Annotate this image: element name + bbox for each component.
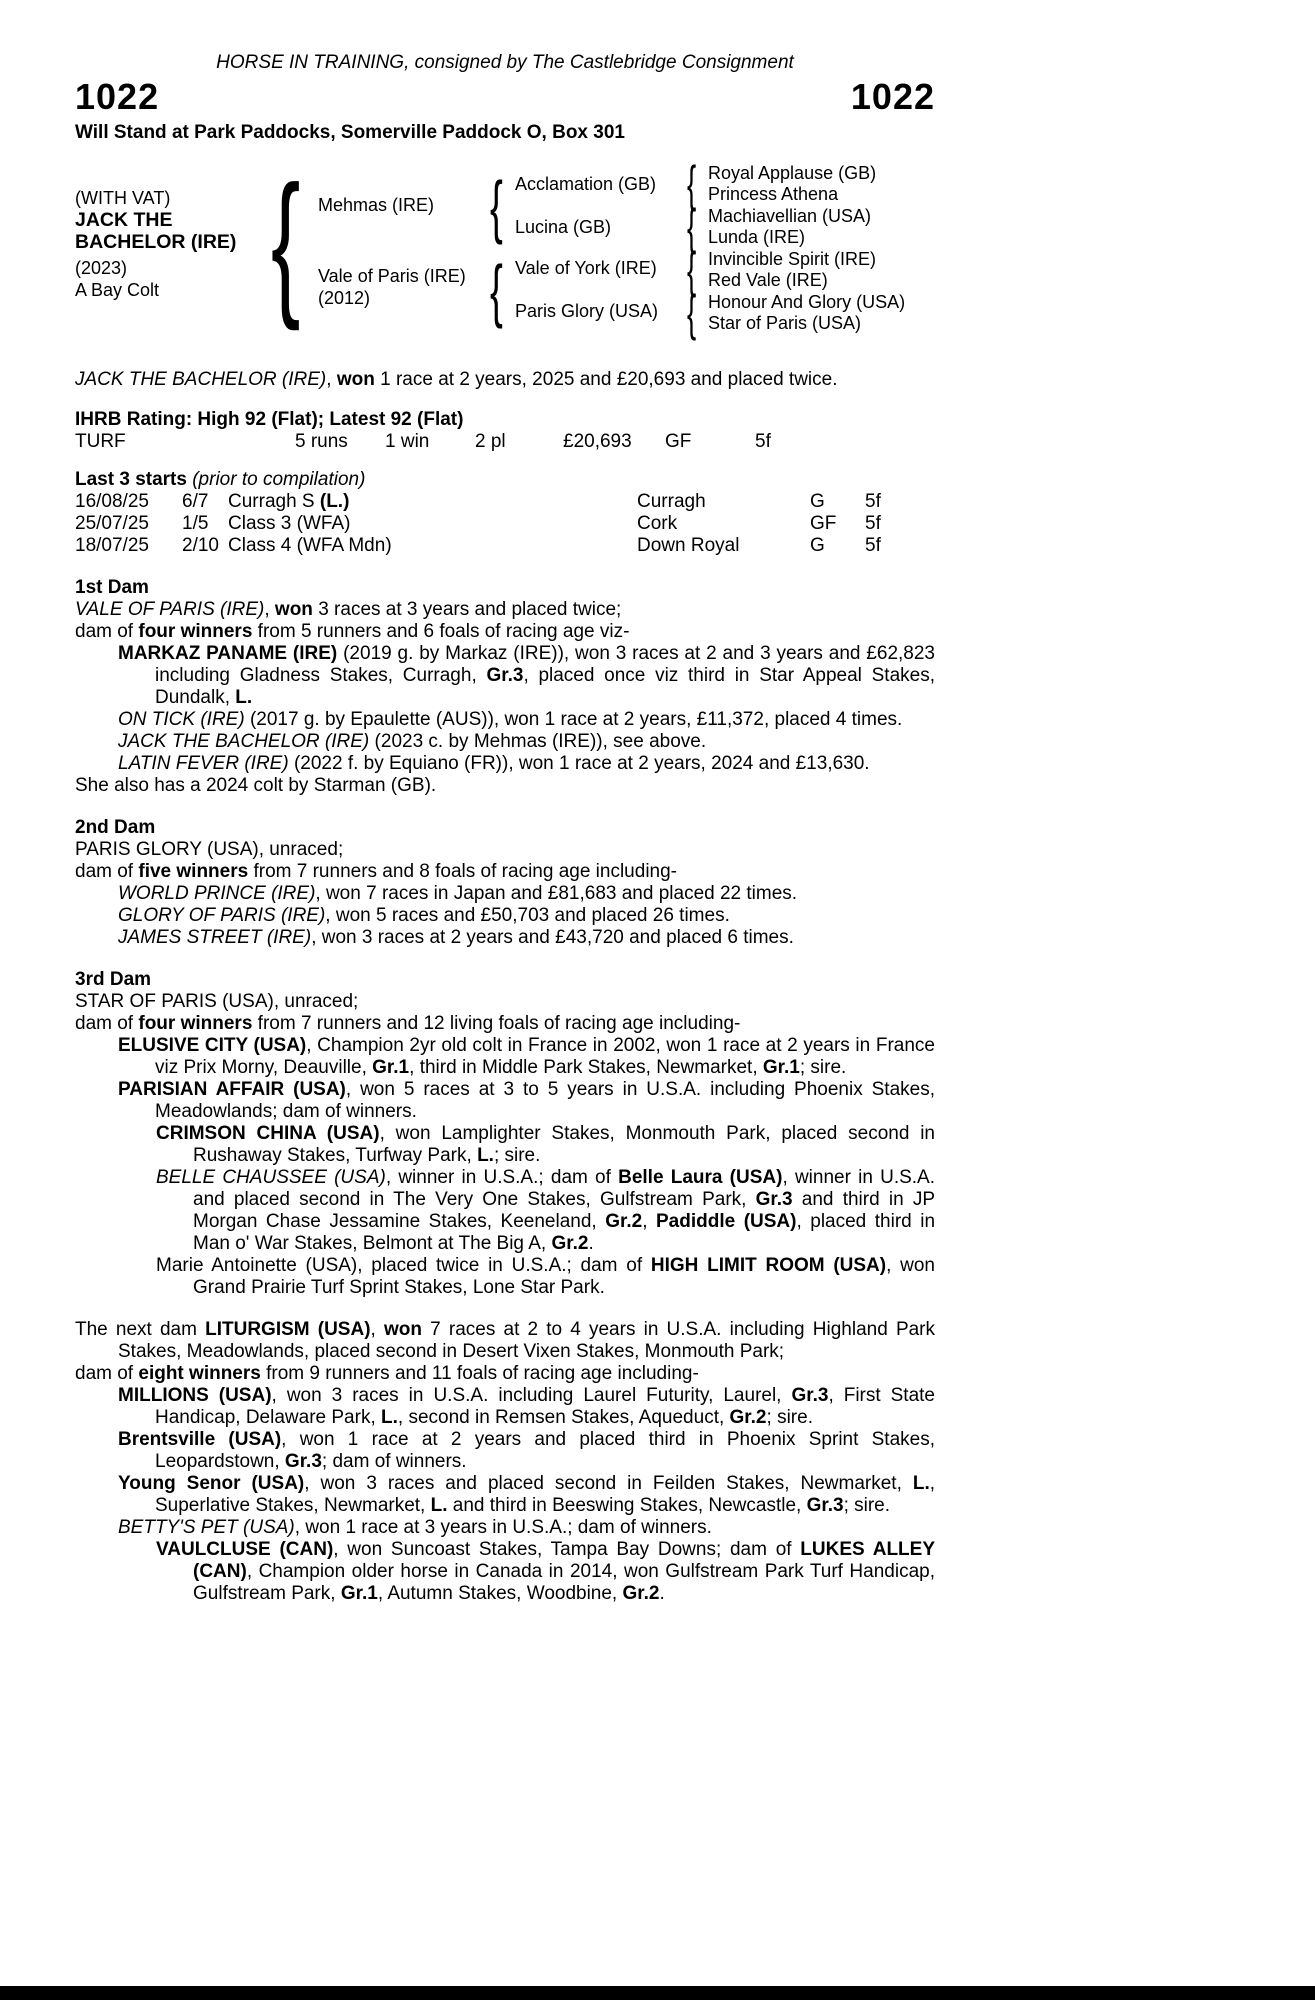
- start-distance: 5f: [865, 535, 881, 556]
- text-segment: Gr.2: [605, 1211, 643, 1232]
- text-segment: VALE OF PARIS (IRE): [75, 599, 265, 620]
- text-segment: STAR OF PARIS (USA), unraced;: [75, 991, 359, 1012]
- text-segment: ,: [642, 1211, 656, 1232]
- stand-location: Will Stand at Park Paddocks, Somerville Paddock O, Box 301: [75, 122, 625, 143]
- paragraph: [75, 1167, 935, 1255]
- paragraph: [75, 839, 935, 861]
- text-segment: five winners: [138, 861, 249, 882]
- text-segment: won: [274, 599, 313, 620]
- dam-year: (2012): [318, 288, 371, 308]
- text-segment: dam of: [75, 1013, 139, 1034]
- text-segment: Gr.3: [806, 1495, 844, 1516]
- text-segment: , third in Middle Park Stakes, Newmarket,: [409, 1057, 763, 1078]
- text-segment: Gr.3: [755, 1189, 793, 1210]
- rating-line: IHRB Rating: High 92 (Flat); Latest 92 (Flat): [75, 409, 464, 430]
- paragraph: [75, 1013, 935, 1035]
- text-segment: .: [659, 1583, 665, 1604]
- paragraph: [75, 969, 935, 991]
- paragraph: [75, 927, 935, 949]
- text-segment: (2023 c. by Mehmas (IRE)), see above.: [369, 731, 707, 752]
- ped-gen3-name-2: Machiavellian (USA): [708, 206, 872, 226]
- start-going: G: [810, 535, 825, 556]
- text-segment: Young Senor (USA): [118, 1473, 305, 1494]
- ped-gen3-name-6: Honour And Glory (USA): [708, 292, 906, 312]
- text-segment: ; sire.: [493, 1145, 541, 1166]
- text-segment: ; sire.: [766, 1407, 813, 1428]
- text-segment: , Superlative Stakes, Newmarket,: [155, 1473, 936, 1516]
- text-segment: WORLD PRINCE (IRE): [118, 883, 316, 904]
- text-segment: won: [336, 369, 375, 390]
- text-segment: Gr.1: [340, 1583, 378, 1604]
- text-segment: , won Grand Prairie Turf Sprint Stakes, Lone Star Park.: [193, 1255, 935, 1298]
- turf-places: 2 pl: [475, 431, 506, 452]
- paragraph: [75, 599, 935, 621]
- table-row: [75, 535, 935, 557]
- text-segment: CRIMSON CHINA (USA): [156, 1123, 380, 1144]
- paragraph: [75, 1123, 935, 1167]
- start-date: 18/07/25: [75, 535, 149, 556]
- horse-colour: A Bay Colt: [75, 280, 160, 300]
- text-segment: She also has a 2024 colt by Starman (GB).: [75, 775, 437, 796]
- turf-going: GF: [665, 431, 692, 452]
- text-segment: dam of: [75, 1363, 139, 1384]
- text-segment: 7 races at 2 to 4 years in U.S.A. including Highland Park Stakes, Meadowlands, placed second in Desert Vixen Stakes, Monmouth Park;: [118, 1319, 936, 1362]
- text-segment: dam of: [75, 621, 139, 642]
- text-segment: .: [588, 1233, 594, 1254]
- ped-gen2-name-1: Lucina (GB): [515, 217, 612, 237]
- start-race-text: Class 4 (WFA Mdn): [228, 535, 392, 556]
- last-starts-table: [75, 491, 935, 557]
- horse-name-line2: BACHELOR (IRE): [75, 231, 237, 253]
- ped-gen2-name-3: Paris Glory (USA): [515, 301, 659, 321]
- text-segment: won: [384, 1319, 422, 1340]
- ped-gen3-name-0: Royal Applause (GB): [708, 163, 877, 183]
- start-race: [228, 491, 637, 513]
- paragraph: [75, 1385, 935, 1429]
- paragraph: [75, 621, 935, 643]
- pedigree-table: [75, 152, 935, 343]
- text-segment: ; sire.: [799, 1057, 847, 1078]
- text-segment: , won 5 races at 3 to 5 years in U.S.A. including Phoenix Stakes, Meadowlands; dam of winners.: [155, 1079, 935, 1122]
- ped-gen3-name-1: Princess Athena: [708, 184, 839, 204]
- text-segment: Gr.1: [762, 1057, 800, 1078]
- start-date: 16/08/25: [75, 491, 149, 512]
- text-segment: and third in Beeswing Stakes, Newcastle,: [447, 1495, 807, 1516]
- paragraph: [75, 753, 935, 775]
- table-row: [75, 513, 935, 535]
- text-segment: , second in Remsen Stakes, Aqueduct,: [397, 1407, 730, 1428]
- text-segment: Gr.1: [372, 1057, 410, 1078]
- paragraph: [75, 1255, 935, 1299]
- text-segment: , won 1 race at 3 years in U.S.A.; dam of winners.: [294, 1517, 712, 1538]
- paragraph: [75, 1363, 935, 1385]
- text-segment: PARIS GLORY (USA), unraced;: [75, 839, 344, 860]
- text-segment: , placed third in Man o' War Stakes, Belmont at The Big A,: [193, 1211, 936, 1254]
- text-segment: from 7 runners and 12 living foals of racing age including-: [252, 1013, 741, 1034]
- text-segment: four winners: [138, 1013, 253, 1034]
- page-bottom-edge: [0, 1986, 1315, 2000]
- text-segment: from 5 runners and 6 foals of racing age viz-: [252, 621, 630, 642]
- pedigree-brace-dam: {: [490, 251, 503, 329]
- paragraph: [75, 1319, 935, 1363]
- horse-name-line1: JACK THE: [75, 209, 173, 231]
- start-venue: Cork: [637, 513, 678, 534]
- text-segment: from 7 runners and 8 foals of racing age including-: [248, 861, 678, 882]
- race-record-summary: [75, 369, 935, 391]
- text-segment: LITURGISM (USA): [205, 1319, 371, 1340]
- catalogue-page: [75, 52, 935, 1605]
- sire-name: Mehmas (IRE): [318, 195, 435, 215]
- pedigree-brace-gen1: {: [271, 152, 301, 331]
- paragraph: [75, 1429, 935, 1473]
- text-segment: PARISIAN AFFAIR (USA): [118, 1079, 346, 1100]
- start-distance: 5f: [865, 513, 881, 534]
- pedigree-brace-pair1: {: [687, 156, 697, 212]
- text-segment: eight winners: [138, 1363, 261, 1384]
- text-segment: Gr.3: [284, 1451, 322, 1472]
- turf-label: TURF: [75, 431, 126, 452]
- text-segment: 2nd Dam: [75, 817, 156, 838]
- paragraph: [75, 817, 935, 839]
- start-race: [228, 535, 637, 557]
- turf-record-row: [75, 431, 935, 453]
- text-segment: Marie Antoinette (USA), placed twice in U.S.A.; dam of: [156, 1255, 651, 1276]
- start-going: G: [810, 491, 825, 512]
- last-starts-title-note: (prior to compilation): [186, 469, 366, 490]
- last-starts-title-text: Last 3 starts: [75, 469, 187, 490]
- text-segment: dam of: [75, 861, 139, 882]
- text-segment: 3 races at 3 years and placed twice;: [312, 599, 622, 620]
- paragraph: [75, 643, 935, 709]
- text-segment: Gr.2: [622, 1583, 660, 1604]
- paragraph: [75, 861, 935, 883]
- text-segment: , placed once viz third in Star Appeal Stakes, Dundalk,: [155, 665, 935, 708]
- text-segment: , Champion 2yr old colt in France in 2002, won 1 race at 2 years in France viz Prix Morny, Deauville,: [155, 1035, 935, 1078]
- paragraph: [75, 883, 935, 905]
- pedigree-text-body: [75, 577, 935, 1605]
- text-segment: ; dam of winners.: [321, 1451, 467, 1472]
- text-segment: The next dam: [75, 1319, 206, 1340]
- pedigree-brace-sire: {: [490, 167, 503, 245]
- text-segment: ,: [326, 369, 337, 390]
- last-starts-title: [75, 469, 935, 491]
- text-segment: VAULCLUSE (CAN): [156, 1539, 334, 1560]
- pedigree-brace-pair3: {: [687, 242, 697, 298]
- vat-note: (WITH VAT): [75, 188, 171, 208]
- lot-number-right: 1022: [850, 76, 935, 117]
- text-segment: ON TICK (IRE): [118, 709, 245, 730]
- text-segment: L.: [430, 1495, 448, 1516]
- text-segment: and third in JP Morgan Chase Jessamine Stakes, Keeneland,: [193, 1189, 935, 1232]
- turf-earnings: £20,693: [563, 431, 632, 452]
- text-segment: Brentsville (USA): [118, 1429, 282, 1450]
- start-venue: Curragh: [637, 491, 706, 512]
- text-segment: from 9 runners and 11 foals of racing age including-: [260, 1363, 699, 1384]
- paragraph: [75, 1079, 935, 1123]
- turf-distance: 5f: [755, 431, 771, 452]
- paragraph: [75, 709, 935, 731]
- text-segment: JAMES STREET (IRE): [118, 927, 312, 948]
- ped-gen2-name-0: Acclamation (GB): [515, 174, 657, 194]
- pedigree-brace-pair4: {: [687, 285, 697, 341]
- start-position: 2/10: [182, 535, 219, 556]
- start-position: 1/5: [182, 513, 209, 534]
- text-segment: , Autumn Stakes, Woodbine,: [377, 1583, 623, 1604]
- start-race-text: Class 3 (WFA): [228, 513, 351, 534]
- text-segment: GLORY OF PARIS (IRE): [118, 905, 326, 926]
- text-segment: MARKAZ PANAME (IRE): [118, 643, 338, 664]
- start-position: 6/7: [182, 491, 209, 512]
- lot-number-left: 1022: [75, 76, 160, 117]
- text-segment: , winner in U.S.A.; dam of: [385, 1167, 619, 1188]
- text-segment: 1 race at 2 years, 2025 and £20,693 and placed twice.: [374, 369, 838, 390]
- paragraph: [75, 369, 935, 391]
- lot-number-row: [75, 78, 935, 116]
- paragraph: [75, 577, 935, 599]
- text-segment: ; sire.: [843, 1495, 891, 1516]
- text-segment: BETTY'S PET (USA): [118, 1517, 295, 1538]
- ped-gen3-name-3: Lunda (IRE): [708, 227, 806, 247]
- ped-gen3-name-7: Star of Paris (USA): [708, 313, 862, 333]
- text-segment: Gr.2: [729, 1407, 767, 1428]
- paragraph: [75, 905, 935, 927]
- text-segment: , won 1 race at 2 years and placed third in Phoenix Sprint Stakes, Leopardstown,: [155, 1429, 935, 1472]
- horse-year: (2023): [75, 258, 128, 278]
- start-race-grade: (L.): [319, 491, 350, 512]
- text-segment: , won 3 races and placed second in Feilden Stakes, Newmarket,: [304, 1473, 913, 1494]
- table-row: [75, 491, 935, 513]
- text-segment: (2017 g. by Epaulette (AUS)), won 1 race at 2 years, £11,372, placed 4 times.: [244, 709, 903, 730]
- dam-name: Vale of Paris (IRE): [318, 266, 466, 286]
- text-segment: , won 5 races and £50,703 and placed 26 times.: [325, 905, 730, 926]
- paragraph: [75, 775, 935, 797]
- paragraph: [75, 1035, 935, 1079]
- start-venue: Down Royal: [637, 535, 740, 556]
- start-date: 25/07/25: [75, 513, 149, 534]
- text-segment: Gr.3: [486, 665, 524, 686]
- start-race: [228, 513, 637, 535]
- turf-runs: 5 runs: [295, 431, 348, 452]
- text-segment: , won Lamplighter Stakes, Monmouth Park, placed second in Rushaway Stakes, Turfway Park,: [193, 1123, 935, 1166]
- paragraph: [75, 731, 935, 753]
- text-segment: L.: [235, 687, 253, 708]
- start-going: GF: [810, 513, 837, 534]
- text-segment: L.: [477, 1145, 494, 1166]
- text-segment: (2019 g. by Markaz (IRE)), won 3 races at 2 and 3 years and £62,823 including Gladness Stakes, Curragh,: [155, 643, 935, 686]
- paragraph: [75, 1539, 935, 1605]
- text-segment: ,: [264, 599, 275, 620]
- text-segment: ,: [370, 1319, 384, 1340]
- text-segment: , won Suncoast Stakes, Tampa Bay Downs; dam of: [333, 1539, 801, 1560]
- text-segment: JACK THE BACHELOR (IRE): [75, 369, 327, 390]
- text-segment: ELUSIVE CITY (USA): [118, 1035, 307, 1056]
- text-segment: , First State Handicap, Delaware Park,: [155, 1385, 935, 1428]
- text-segment: MILLIONS (USA): [118, 1385, 272, 1406]
- text-segment: L.: [912, 1473, 930, 1494]
- ped-gen3-name-4: Invincible Spirit (IRE): [708, 249, 877, 269]
- text-segment: , winner in U.S.A. and placed second in The Very One Stakes, Gulfstream Park,: [193, 1167, 936, 1210]
- text-segment: (2022 f. by Equiano (FR)), won 1 race at 2 years, 2024 and £13,630.: [288, 753, 870, 774]
- pedigree-brace-pair2: {: [687, 199, 697, 255]
- text-segment: L.: [381, 1407, 398, 1428]
- text-segment: , won 7 races in Japan and £81,683 and placed 22 times.: [315, 883, 798, 904]
- ped-gen2-name-2: Vale of York (IRE): [515, 258, 657, 278]
- text-segment: HIGH LIMIT ROOM (USA): [650, 1255, 887, 1276]
- start-race-text: Curragh S: [228, 491, 320, 512]
- text-segment: Belle Laura (USA): [618, 1167, 783, 1188]
- ped-gen3-name-5: Red Vale (IRE): [708, 270, 828, 290]
- text-segment: 1st Dam: [75, 577, 149, 598]
- paragraph: [75, 1517, 935, 1539]
- start-distance: 5f: [865, 491, 881, 512]
- text-segment: BELLE CHAUSSEE (USA): [156, 1167, 386, 1188]
- consignment-header: HORSE IN TRAINING, consigned by The Castlebridge Consignment: [216, 52, 794, 73]
- text-segment: , won 3 races at 2 years and £43,720 and placed 6 times.: [311, 927, 794, 948]
- text-segment: Padiddle (USA): [656, 1211, 797, 1232]
- text-segment: Gr.3: [791, 1385, 829, 1406]
- text-segment: JACK THE BACHELOR (IRE): [118, 731, 370, 752]
- text-segment: Gr.2: [551, 1233, 589, 1254]
- text-segment: LATIN FEVER (IRE): [118, 753, 289, 774]
- text-segment: , Champion older horse in Canada in 2014, won Gulfstream Park Turf Handicap, Gulfstream Park,: [193, 1561, 935, 1604]
- paragraph: [75, 991, 935, 1013]
- text-segment: four winners: [138, 621, 253, 642]
- paragraph: [75, 1473, 935, 1517]
- text-segment: , won 3 races in U.S.A. including Laurel Futurity, Laurel,: [271, 1385, 792, 1406]
- text-segment: 3rd Dam: [75, 969, 152, 990]
- turf-wins: 1 win: [385, 431, 430, 452]
- text-segment: LUKES ALLEY (CAN): [193, 1539, 936, 1582]
